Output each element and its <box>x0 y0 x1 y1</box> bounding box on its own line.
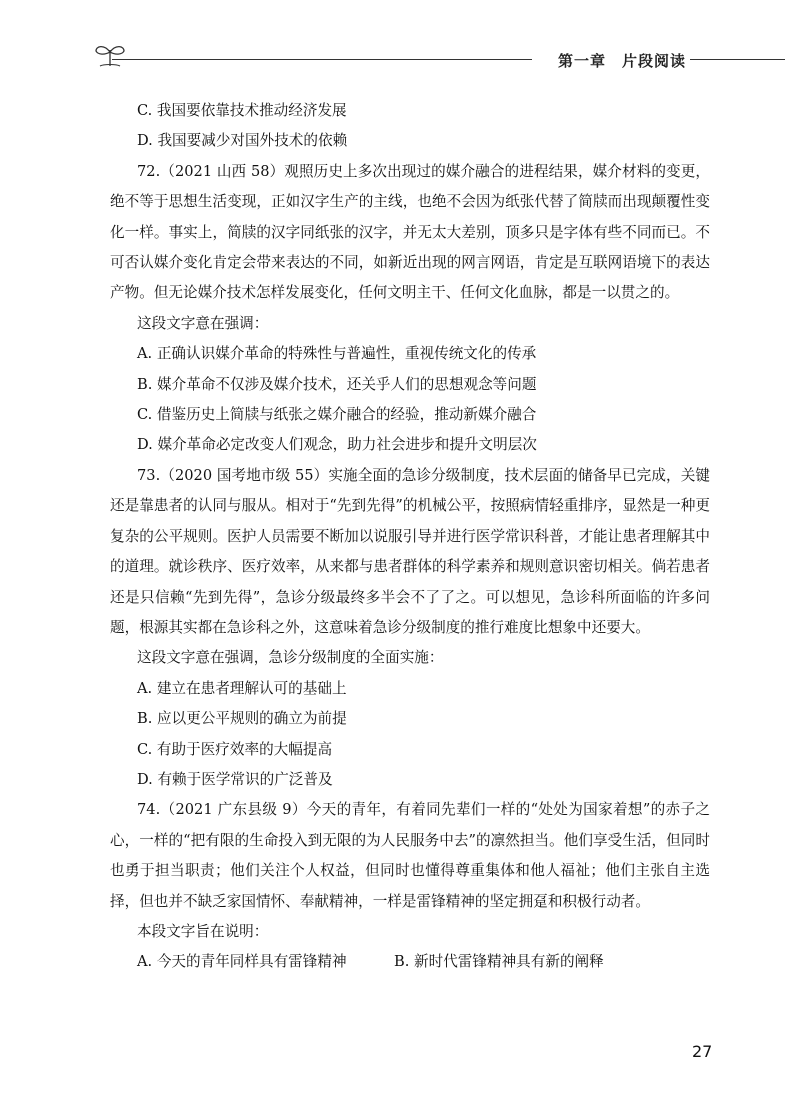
running-header <box>0 38 800 78</box>
chapter-label: 第一章 <box>558 52 607 70</box>
question-74-prompt: 本段文字旨在说明： <box>137 922 269 940</box>
q72-option-d: D. 媒介革命必定改变人们观念，助力社会进步和提升文明层次 <box>137 436 537 454</box>
question-74-passage: 74.（2021 广东县级 9）今天的青年，有着同先辈们一样的“处处为国家着想”的赤子之心，一样的“把有限的生命投入到无限的为人民服务中去”的凛然担当。他们享受生活，但同时也勇于担当职责；他们关注个人权益，但同时也懂得尊重集体和他人福祉；他们主张自主选择，但也并不缺乏家国情怀、奉献精神，一样是雷锋精神的坚定拥趸和积极行动者。 <box>110 801 710 910</box>
q72-option-a: A. 正确认识媒介革命的特殊性与普遍性，重视传统文化的传承 <box>137 345 537 363</box>
header-rule-right <box>690 59 785 60</box>
question-72-prompt: 这段文字意在强调： <box>137 314 269 332</box>
q73-option-d: D. 有赖于医学常识的广泛普及 <box>137 770 333 788</box>
q74-option-a: A. 今天的青年同样具有雷锋精神 <box>137 953 347 971</box>
page-number: 27 <box>692 1042 713 1061</box>
question-72-passage: 72.（2021 山西 58）观照历史上多次出现过的媒介融合的进程结果，媒介材料的变更，绝不等于思想生活变现，正如汉字生产的主线，也绝不会因为纸张代替了简牍而出现颠覆性变化一样。事实上，简牍的汉字同纸张的汉字，并无太大差别，顶多只是字体有些不同而已。不可否认媒介变化肯定会带来表达的不同，如新近出现的网言网语，肯定是互联网语境下的表达产物。但无论媒介技术怎样发展变化，任何文明主干、任何文化血脉，都是一以贯之的。 <box>110 162 710 302</box>
q73-option-b: B. 应以更公平规则的确立为前提 <box>137 710 347 728</box>
q72-option-c: C. 借鉴历史上简牍与纸张之媒介融合的经验，推动新媒介融合 <box>137 406 537 424</box>
q73-option-c: C. 有助于医疗效率的大幅提高 <box>137 740 333 758</box>
option-d: D. 我国要减少对国外技术的依赖 <box>137 132 348 150</box>
question-73-prompt: 这段文字意在强调，急诊分级制度的全面实施： <box>137 649 444 667</box>
q74-option-b: B. 新时代雷锋精神具有新的阐释 <box>394 953 604 971</box>
header-rule-left <box>112 59 532 60</box>
q72-option-b: B. 媒介革命不仅涉及媒介技术，还关乎人们的思想观念等问题 <box>137 375 537 393</box>
option-c: C. 我国要依靠技术推动经济发展 <box>137 102 347 119</box>
question-73-passage: 73.（2020 国考地市级 55）实施全面的急诊分级制度，技术层面的储备早已完成，关键还是靠患者的认同与服从。相对于“先到先得”的机械公平，按照病情轻重排序，显然是一种更复杂的公平规则。医护人员需要不断加以说服引导并进行医学常识科普，才能让患者理解其中的道理。就诊秩序、医疗效率，从来都与患者群体的科学素养和规则意识密切相关。倘若患者还是只信赖“先到先得”，急诊分级最终多半会不了了之。可以想见，急诊科所面临的许多问题，根源其实都在急诊科之外，这意味着急诊分级制度的推行难度比想象中还要大。 <box>110 466 710 636</box>
page-body <box>110 96 710 978</box>
section-label: 片段阅读 <box>622 52 687 70</box>
sprout-icon <box>90 40 130 70</box>
q74-options-row <box>110 947 710 977</box>
q73-option-a: A. 建立在患者理解认可的基础上 <box>137 679 347 697</box>
chapter-heading <box>558 50 702 71</box>
